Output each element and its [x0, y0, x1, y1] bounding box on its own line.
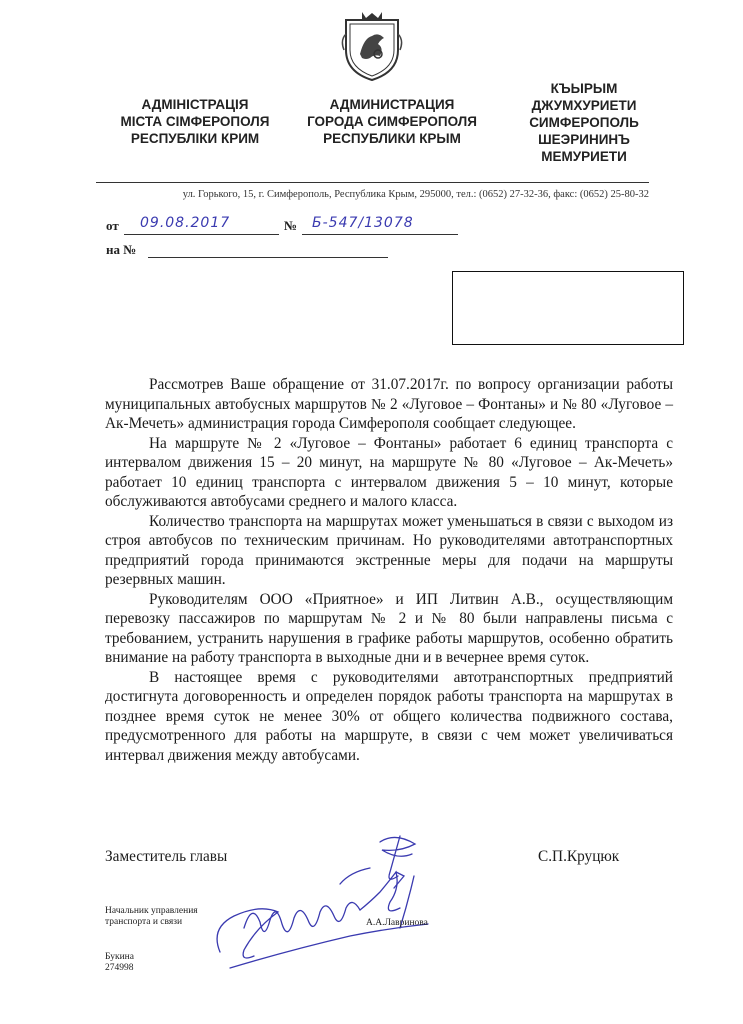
org-crh-line: СИМФЕРОПОЛЬ	[529, 115, 639, 130]
number-label: №	[284, 218, 298, 233]
org-name-russian	[292, 96, 492, 147]
signatory-name: С.П.Круцюк	[538, 848, 620, 865]
org-name-ukrainian	[95, 96, 295, 147]
from-label: от	[106, 218, 119, 233]
registration-number: Б-547/13078	[312, 215, 414, 231]
org-crh-line: ШЕЭРИНИНЪ	[538, 132, 630, 147]
date-underline	[124, 234, 279, 235]
number-underline	[302, 234, 458, 235]
org-ua-line: РЕСПУБЛІКИ КРИМ	[130, 131, 260, 146]
body-paragraph: В настоящее время с руководителями автотранспортных предприятий достигнута договоренность и определен порядок работы транспорта на маршрутах в позднее время суток не менее 30% от общего количества подвижного состава, предусмотренного для работы на маршруте, в связи с чем может увеличиваться интервал движения между автобусами.	[105, 668, 673, 764]
executor-name: Букина	[105, 952, 134, 962]
org-ua-line: АДМІНІСТРАЦІЯ	[141, 97, 249, 112]
approver-title-line: Начальник управления	[105, 906, 198, 916]
org-address: ул. Горького, 15, г. Симферополь, Республика Крым, 295000, тел.: (0652) 27-32-36, факс: (0652) 25-80-32	[182, 189, 649, 200]
body-paragraph: Руководителям ООО «Приятное» и ИП Литвин А.В., осуществляющим перевозку пассажиров по маршрутам № 2 и № 80 были направлены письма с требованием, устранить нарушения в графике работы маршрутов, особенно обратить внимание на работу транспорта в выходные дни и в вечернее время суток.	[105, 590, 673, 666]
org-ru-line: РЕСПУБЛИКИ КРЫМ	[323, 131, 461, 146]
ref-label: на №	[106, 242, 137, 257]
org-crh-line: МЕМУРИЕТИ	[541, 149, 627, 164]
letter-body	[105, 375, 673, 765]
header-divider	[96, 182, 649, 183]
ref-underline	[148, 257, 388, 258]
crimea-coat-of-arms-icon	[340, 10, 404, 82]
org-ru-line: ГОРОДА СИМФЕРОПОЛЯ	[307, 114, 477, 129]
approver-title	[105, 906, 198, 928]
body-paragraph: Рассмотрев Ваше обращение от 31.07.2017г. по вопросу организации работы муниципальных автобусных маршрутов № 2 «Луговое – Фонтаны» и № 80 «Луговое – Ак-Мечеть» администрация города Симферополя сообщает следующее.	[105, 376, 673, 432]
approver-title-line: транспорта и связи	[105, 917, 183, 927]
org-crh-line: КЪЫРЫМ	[550, 81, 618, 96]
registration-date: 09.08.2017	[140, 215, 231, 231]
approver-name: А.А.Лавринова	[366, 918, 428, 928]
org-crh-line: ДЖУМХУРИЕТИ	[531, 98, 637, 113]
signatory-title: Заместитель главы	[105, 848, 228, 865]
handwritten-signature	[200, 832, 460, 982]
body-paragraph: На маршруте № 2 «Луговое – Фонтаны» работает 6 единиц транспорта с интервалом движения 15 – 20 минут, на маршруте № 80 «Луговое – Ак-Мечеть» работает 10 единиц транспорта с интервалом движения 5 – 10 минут, которые обслуживаются автобусами среднего и малого класса.	[105, 434, 673, 510]
org-ru-line: АДМИНИСТРАЦИЯ	[329, 97, 455, 112]
executor-phone: 274998	[105, 963, 134, 973]
recipient-address-box	[452, 271, 684, 345]
body-paragraph: Количество транспорта на маршрутах может уменьшаться в связи с выходом из строя автобусов по техническим причинам. Но руководителями автотранспортных предприятий города принимаются экстренные меры для подачи на маршруты резервных машин.	[105, 512, 673, 588]
org-ua-line: МІСТА СІМФЕРОПОЛЯ	[120, 114, 270, 129]
org-name-crimean-tatar	[484, 80, 684, 165]
